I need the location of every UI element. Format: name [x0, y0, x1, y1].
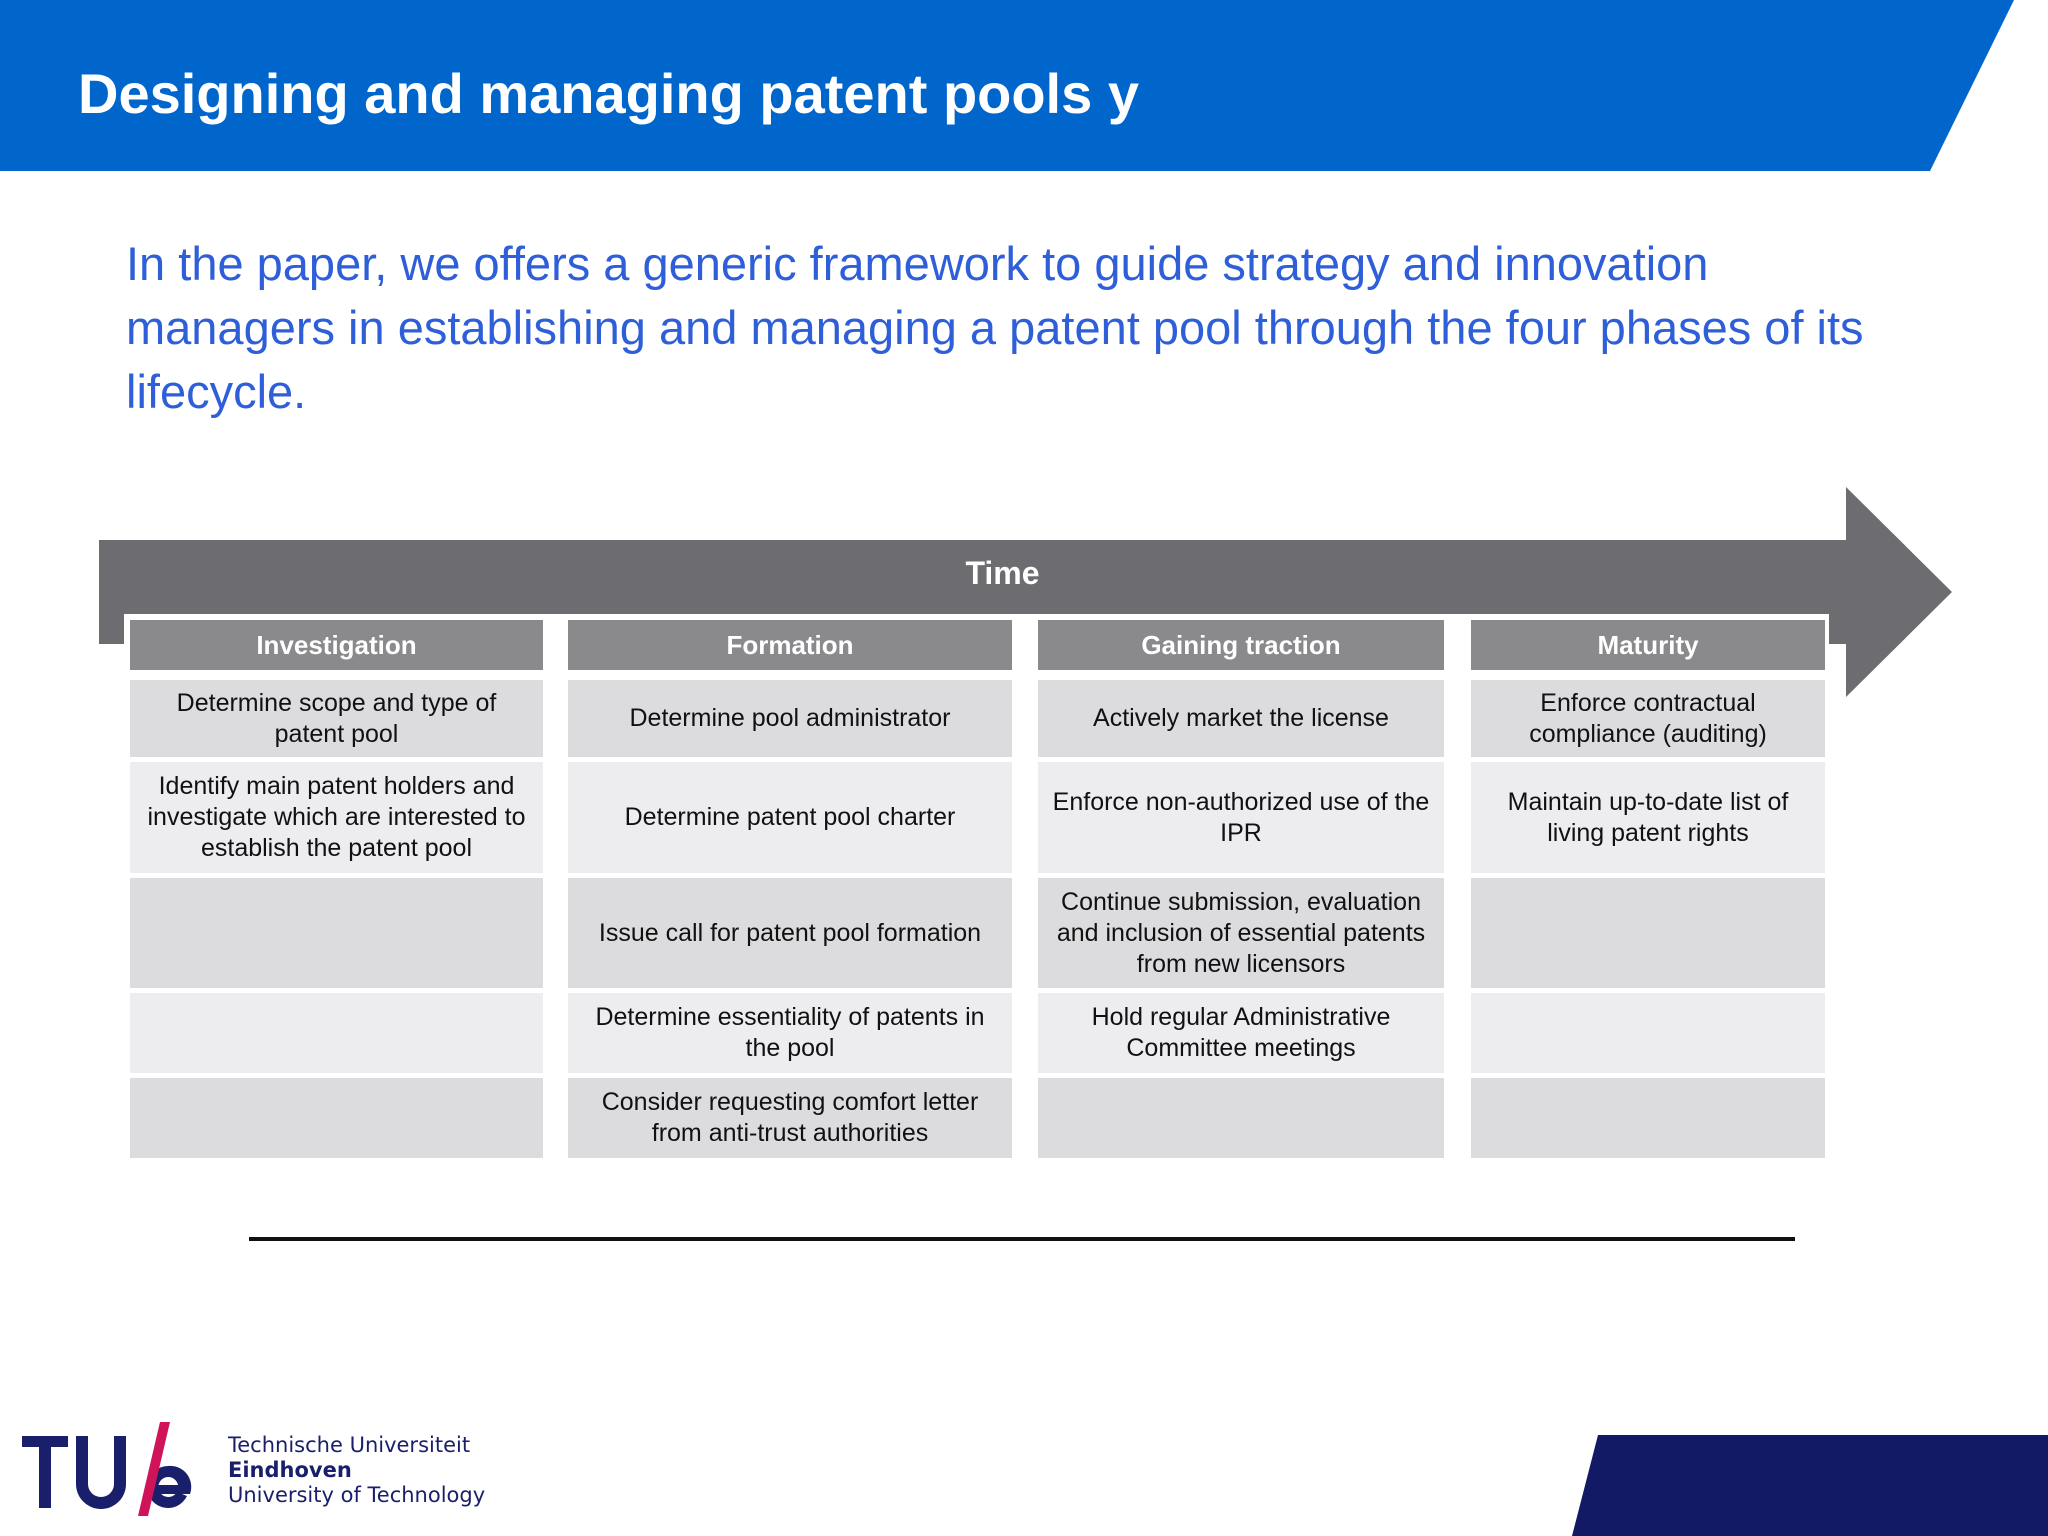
formation-task-3: Issue call for patent pool formation — [568, 878, 1012, 988]
maturity-task-1: Enforce contractual compliance (auditing) — [1471, 680, 1825, 757]
university-name — [228, 1433, 485, 1508]
university-line-2: Eindhoven — [228, 1458, 352, 1482]
phase-header-investigation: Investigation — [130, 620, 543, 670]
university-line-3: University of Technology — [228, 1483, 486, 1507]
time-arrow-label: Time — [965, 555, 1040, 591]
investigation-task-4 — [130, 993, 543, 1073]
gaining-traction-task-5 — [1038, 1078, 1444, 1158]
tue-logo-icon — [20, 1418, 220, 1523]
formation-task-1: Determine pool administrator — [568, 680, 1012, 757]
formation-task-2: Determine patent pool charter — [568, 762, 1012, 873]
formation-task-5: Consider requesting comfort letter from anti-trust authorities — [568, 1078, 1012, 1158]
university-line-1: Technische Universiteit — [228, 1433, 471, 1457]
maturity-task-4 — [1471, 993, 1825, 1073]
phase-header-maturity: Maturity — [1471, 620, 1825, 670]
intro-paragraph: In the paper, we offers a generic framework to guide strategy and innovation managers in establishing and managing a patent pool through the four phases of its lifecycle. — [126, 237, 1864, 418]
formation-task-4: Determine essentiality of patents in the pool — [568, 993, 1012, 1073]
bottom-divider — [249, 1237, 1795, 1241]
gaining-traction-task-1: Actively market the license — [1038, 680, 1444, 757]
maturity-task-2: Maintain up-to-date list of living patent rights — [1471, 762, 1825, 873]
phase-header-gaining-traction: Gaining traction — [1038, 620, 1444, 670]
maturity-task-5 — [1471, 1078, 1825, 1158]
slide-title: Designing and managing patent pools y — [78, 62, 1139, 125]
phase-header-formation: Formation — [568, 620, 1012, 670]
maturity-task-3 — [1471, 878, 1825, 988]
gaining-traction-task-4: Hold regular Administrative Committee meetings — [1038, 993, 1444, 1073]
investigation-task-5 — [130, 1078, 543, 1158]
investigation-task-1: Determine scope and type of patent pool — [130, 680, 543, 757]
investigation-task-2: Identify main patent holders and investigate which are interested to establish the patent pool — [130, 762, 543, 873]
gaining-traction-task-3: Continue submission, evaluation and inclusion of essential patents from new licensors — [1038, 878, 1444, 988]
investigation-task-3 — [130, 878, 543, 988]
gaining-traction-task-2: Enforce non-authorized use of the IPR — [1038, 762, 1444, 873]
framework-table — [124, 614, 1829, 1164]
